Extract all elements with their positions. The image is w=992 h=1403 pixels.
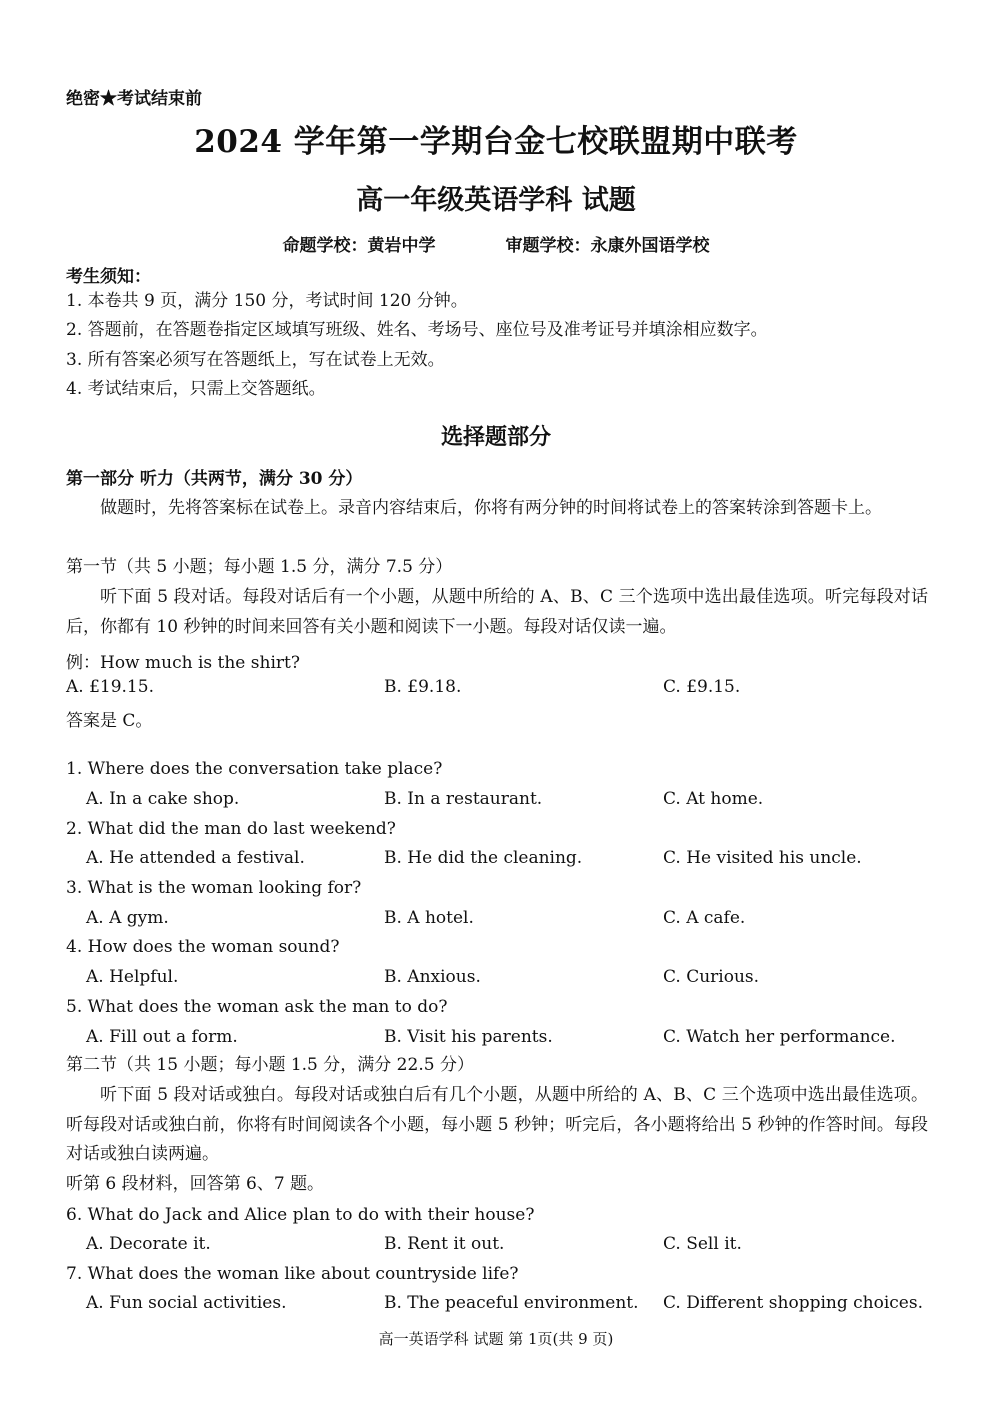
notice-item: 1. 本卷共 9 页，满分 150 分，考试时间 120 分钟。: [66, 291, 468, 311]
option-c: C. He visited his uncle.: [663, 848, 862, 868]
option-c: C. Different shopping choices.: [663, 1293, 923, 1313]
option-a: A. A gym.: [86, 908, 169, 928]
option-a: A. He attended a festival.: [86, 848, 305, 868]
example-option-a: A. £19.15.: [66, 677, 154, 697]
question-7: 7. What does the woman like about countryside life?: [66, 1264, 519, 1284]
section2-instructions: 听下面 5 段对话或独白。每段对话或独白后有几个小题，从题中所给的 A、B、C 三个选项中选出最佳选项。听每段对话或独白前，你将有时间阅读各个小题，每小题 5 秒钟；听完后，各小题将给出 5 秒钟的作答时间。每段对话或独白读两遍。: [66, 1085, 928, 1165]
confidential-label: 绝密★考试结束前: [66, 89, 202, 109]
part1-instructions: 做题时，先将答案标在试卷上。录音内容结束后，你将有两分钟的时间将试卷上的答案转涂到答题卡上。: [100, 498, 882, 518]
example-question: 例：How much is the shirt?: [66, 653, 300, 673]
option-b: B. The peaceful environment.: [384, 1293, 639, 1313]
question-6: 6. What do Jack and Alice plan to do with their house?: [66, 1205, 535, 1225]
section1-instructions: 听下面 5 段对话。每段对话后有一个小题，从题中所给的 A、B、C 三个选项中选出最佳选项。听完每段对话后，你都有 10 秒钟的时间来回答有关小题和阅读下一小题。每段对话仅读一遍。: [66, 587, 928, 637]
proposing-school: 命题学校：黄岩中学: [282, 236, 436, 256]
option-a: A. Helpful.: [86, 967, 179, 987]
option-a: A. Fun social activities.: [86, 1293, 287, 1313]
question-3: 3. What is the woman looking for?: [66, 878, 362, 898]
subject-title: 高一年级英语学科 试题: [356, 185, 636, 216]
page-footer: 高一英语学科 试题 第 1页(共 9 页): [378, 1330, 614, 1348]
option-b: B. Rent it out.: [384, 1234, 505, 1254]
part1-heading: 第一部分 听力（共两节，满分 30 分）: [66, 469, 363, 489]
option-b: B. He did the cleaning.: [384, 848, 583, 868]
option-a: A. In a cake shop.: [86, 789, 240, 809]
option-b: B. A hotel.: [384, 908, 474, 928]
option-b: B. Visit his parents.: [384, 1027, 553, 1047]
option-b: B. Anxious.: [384, 967, 481, 987]
option-c: C. Watch her performance.: [663, 1027, 896, 1047]
question-1: 1. Where does the conversation take place?: [66, 759, 443, 779]
reviewing-school: 审题学校：永康外国语学校: [505, 236, 710, 256]
option-c: C. At home.: [663, 789, 764, 809]
section2-heading: 第二节（共 15 小题；每小题 1.5 分，满分 22.5 分）: [66, 1055, 474, 1075]
notice-item: 4. 考试结束后，只需上交答题纸。: [66, 379, 326, 399]
option-c: C. A cafe.: [663, 908, 746, 928]
notice-heading: 考生须知：: [66, 267, 151, 287]
school-info: [0, 231, 992, 256]
question-5: 5. What does the woman ask the man to do?: [66, 997, 448, 1017]
example-answer: 答案是 C。: [66, 711, 153, 731]
example-option-b: B. £9.18.: [384, 677, 462, 697]
option-a: A. Decorate it.: [86, 1234, 211, 1254]
material-intro: 听第 6 段材料，回答第 6、7 题。: [66, 1174, 325, 1194]
question-4: 4. How does the woman sound?: [66, 937, 340, 957]
section1-heading: 第一节（共 5 小题；每小题 1.5 分，满分 7.5 分）: [66, 557, 453, 577]
exam-title: 2024 学年第一学期台金七校联盟期中联考: [194, 124, 798, 160]
section-title: 选择题部分: [440, 424, 551, 450]
option-c: C. Sell it.: [663, 1234, 742, 1254]
option-c: C. Curious.: [663, 967, 760, 987]
option-b: B. In a restaurant.: [384, 789, 543, 809]
option-a: A. Fill out a form.: [86, 1027, 238, 1047]
notice-item: 2. 答题前，在答题卷指定区域填写班级、姓名、考场号、座位号及准考证号并填涂相应数字。: [66, 320, 768, 340]
notice-item: 3. 所有答案必须写在答题纸上，写在试卷上无效。: [66, 350, 445, 370]
question-2: 2. What did the man do last weekend?: [66, 819, 396, 839]
example-option-c: C. £9.15.: [663, 677, 741, 697]
